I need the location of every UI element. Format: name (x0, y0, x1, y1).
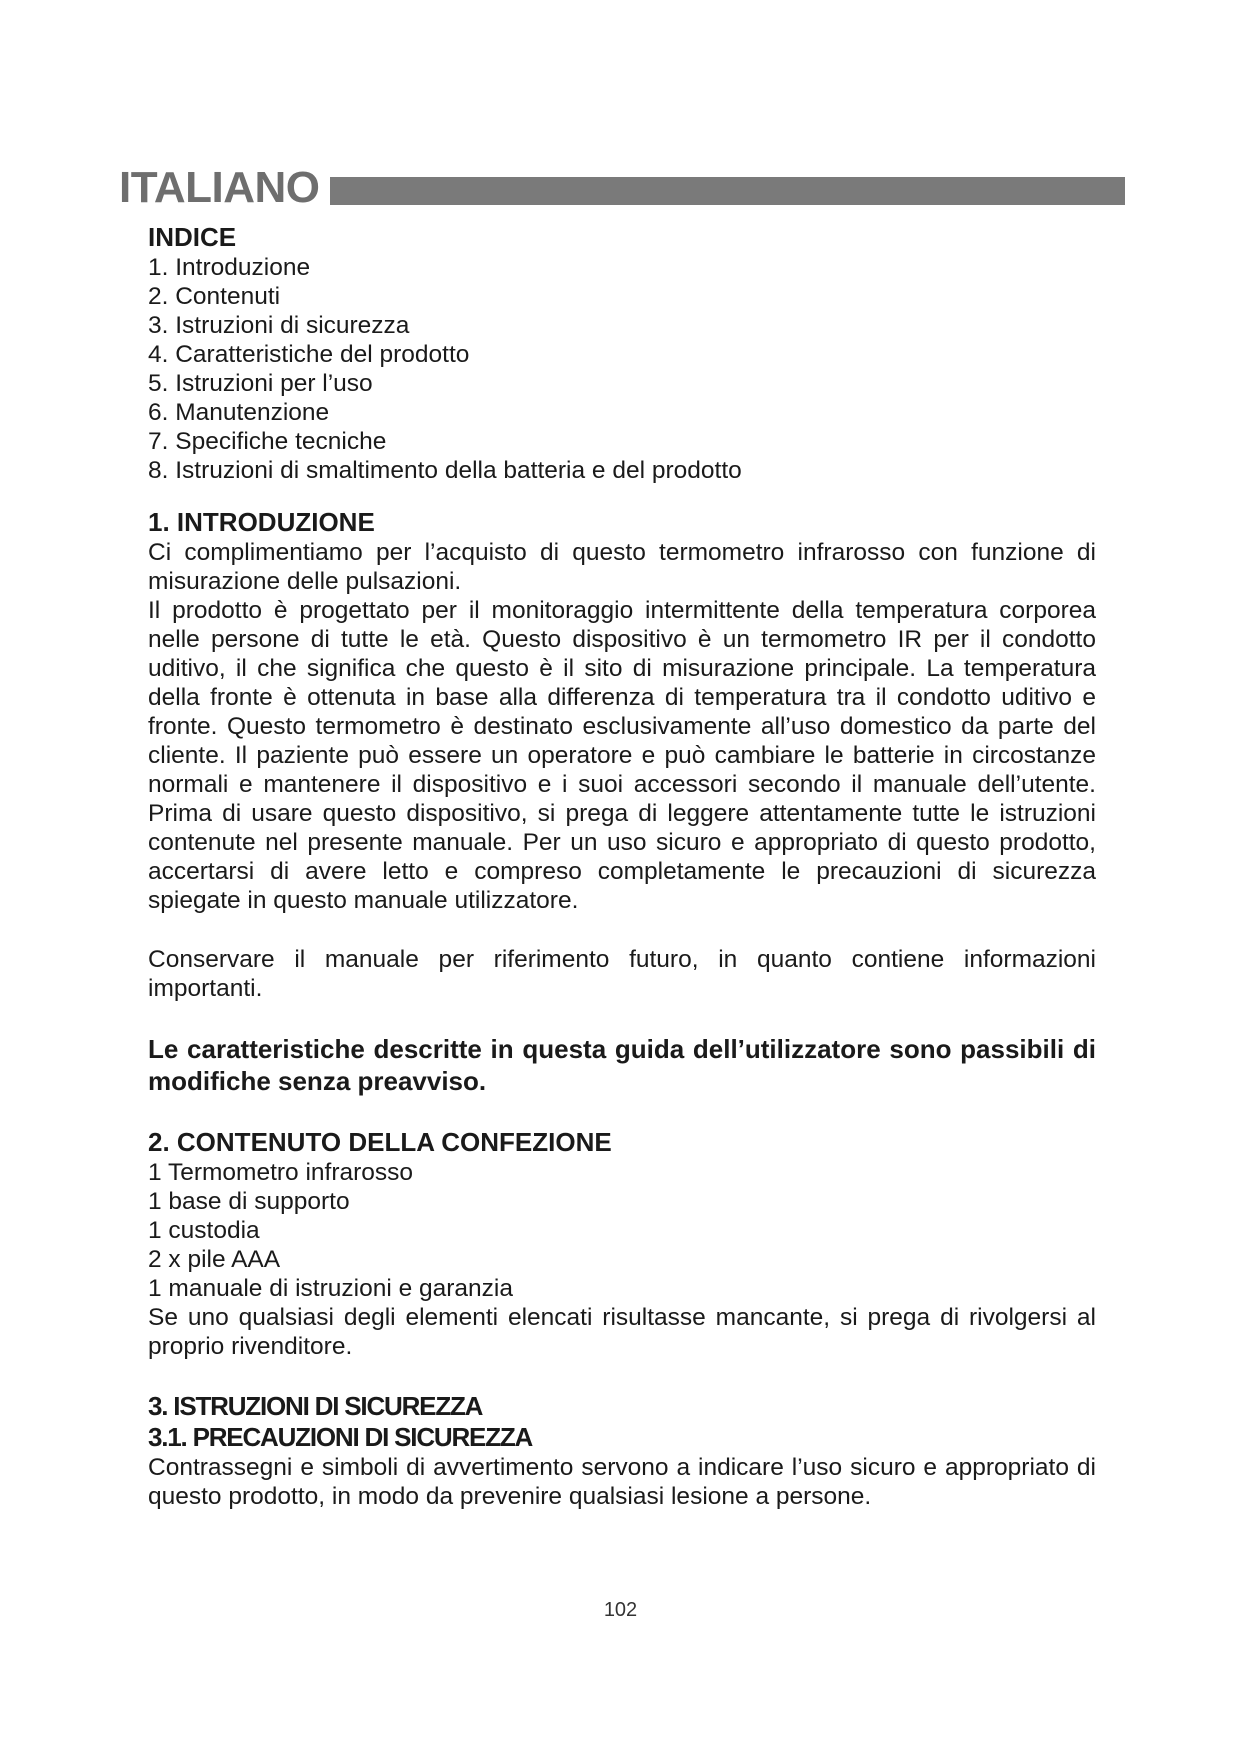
introduction-paragraph: Conservare il manuale per riferimento futuro, in quanto contiene informazioni importanti. (148, 946, 1096, 1002)
index-item: 1. Introduzione (148, 254, 311, 281)
safety-title: 3. ISTRUZIONI DI SICUREZZA (148, 1391, 483, 1421)
index-list (148, 253, 1096, 485)
contents-title: 2. CONTENUTO DELLA CONFEZIONE (148, 1127, 612, 1157)
language-title: ITALIANO (119, 163, 320, 212)
header-bar (330, 177, 1125, 205)
safety-subtitle: 3.1. PRECAUZIONI DI SICUREZZA (148, 1422, 533, 1452)
index-item: 5. Istruzioni per l’uso (148, 370, 373, 397)
introduction-title: 1. INTRODUZIONE (148, 507, 375, 537)
introduction-paragraph: Il prodotto è progettato per il monitoraggio intermittente della temperatura corporea nelle persone di tutte le età. Questo dispositivo è un termometro IR per il condotto uditivo, il che significa che questo è il sito di misurazione principale. La temperatura della fronte è ottenuta in base alla differenza di temperatura tra il condotto uditivo e fronte. Questo termometro è destinato esclusivamente all’uso domestico da parte del cliente. Il paziente può essere un operatore e può cambiare le batterie in circostanze normali e mantenere il dispositivo e i suoi accessori secondo il manuale dell’utente. Prima di usare questo dispositivo, si prega di leggere attentamente tutte le istruzioni contenute nel presente manuale. Per un uso sicuro e appropriato di questo prodotto, accertarsi di avere letto e compreso completamente le precauzioni di sicurezza spiegate in questo manuale utilizzatore. (148, 597, 1096, 914)
notice-text: Le caratteristiche descritte in questa guida dell’utilizzatore sono passibili di modifiche senza preavviso. (148, 1034, 1096, 1096)
index-item: 7. Specifiche tecniche (148, 428, 387, 455)
contents-item: 1 Termometro infrarosso (148, 1159, 414, 1186)
safety-paragraph: Contrassegni e simboli di avvertimento servono a indicare l’uso sicuro e appropriato di questo prodotto, in modo da prevenire qualsiasi lesione a persone. (148, 1454, 1096, 1510)
index-item: 8. Istruzioni di smaltimento della batteria e del prodotto (148, 457, 742, 484)
page-content (148, 222, 1096, 1511)
index-item: 3. Istruzioni di sicurezza (148, 312, 410, 339)
introduction-paragraph: Ci complimentiamo per l’acquisto di questo termometro infrarosso con funzione di misurazione delle pulsazioni. (148, 539, 1096, 595)
index-title: INDICE (148, 222, 237, 252)
index-item: 2. Contenuti (148, 283, 281, 310)
language-header (119, 163, 1125, 213)
index-item: 4. Caratteristiche del prodotto (148, 341, 470, 368)
page-number: 102 (603, 1599, 638, 1621)
contents-item: 2 x pile AAA (148, 1246, 281, 1273)
contents-item: 1 custodia (148, 1217, 260, 1244)
contents-item: 1 base di supporto (148, 1188, 350, 1215)
contents-note: Se uno qualsiasi degli elementi elencati risultasse mancante, si prega di rivolgersi al proprio rivenditore. (148, 1304, 1096, 1360)
contents-item: 1 manuale di istruzioni e garanzia (148, 1275, 513, 1302)
index-item: 6. Manutenzione (148, 399, 330, 426)
contents-list (148, 1158, 1096, 1303)
